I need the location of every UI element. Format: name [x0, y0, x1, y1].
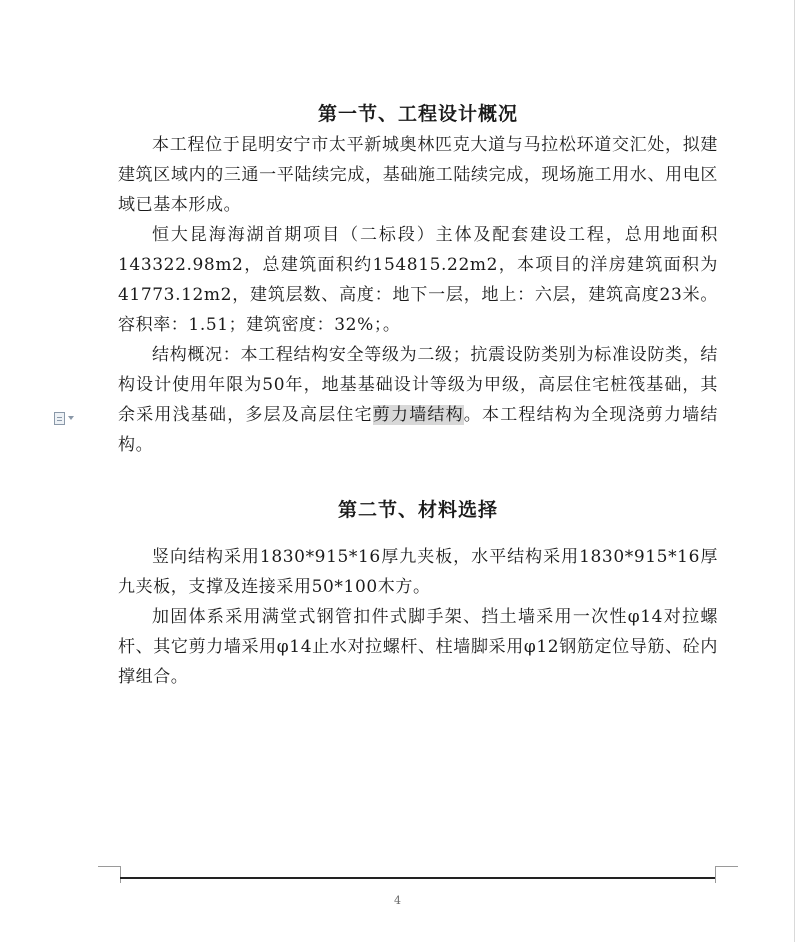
- structure-text-before: 结构概况：本工程结构安全等级为二级；抗震设防类别为标准设防类，结构设计使用年限为50年，地基基础设计等级为甲级，高层住宅桩筏基础，其余采用浅基础，多层及高层住宅: [118, 345, 718, 425]
- spacer: [118, 526, 718, 542]
- document-icon: [54, 412, 65, 425]
- selected-text[interactable]: 剪力墙结构: [372, 405, 464, 425]
- footer-rule: [120, 877, 715, 879]
- page-number: 4: [394, 894, 401, 907]
- section1-heading: 第一节、工程设计概况: [317, 103, 518, 125]
- section1-paragraph-structure: [118, 340, 718, 460]
- paragraph-options-button[interactable]: [54, 410, 78, 426]
- section2-paragraph-reinforcement: 加固体系采用满堂式钢管扣件式脚手架、挡土墙采用一次性φ14对拉螺杆、其它剪力墙采用φ14止水对拉螺杆、柱墙脚采用φ12钢筋定位导筋、砼内撑组合。: [118, 607, 718, 687]
- section2-paragraph-formwork: 竖向结构采用1830*915*16厚九夹板，水平结构采用1830*915*16厚九夹板，支撑及连接采用50*100木方。: [118, 547, 718, 597]
- footer-corner-mark-right: [715, 866, 738, 883]
- footer-corner-mark-left: [98, 866, 121, 883]
- document-body: [118, 98, 718, 692]
- section1-paragraph-location: 本工程位于昆明安宁市太平新城奥林匹克大道与马拉松环道交汇处，拟建建筑区域内的三通一平陆续完成，基础施工陆续完成，现场施工用水、用电区域已基本形成。: [118, 135, 718, 215]
- structure-text-after: 。本工程结构为全现浇剪力墙结构。: [118, 405, 718, 455]
- dropdown-caret-icon: [68, 416, 74, 420]
- section2-heading: 第二节、材料选择: [337, 499, 498, 521]
- spacer: [118, 460, 718, 494]
- section1-paragraph-area: 恒大昆海海湖首期项目（二标段）主体及配套建设工程，总用地面积143322.98m2，总建筑面积约154815.22m2，本项目的洋房建筑面积为41773.12m2，建筑层数、高度：地下一层，地上：六层，建筑高度23米。容积率：1.51；建筑密度：32%；。: [118, 225, 718, 335]
